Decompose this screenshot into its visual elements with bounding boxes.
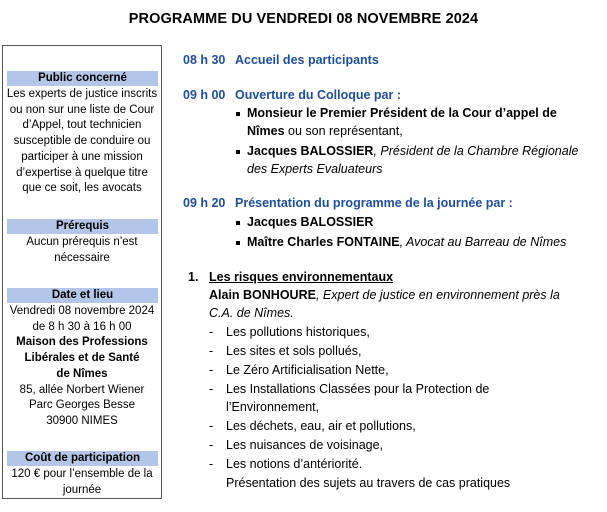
address-line: 85, allée Norbert Wiener <box>19 383 145 396</box>
date-text <box>5 304 159 430</box>
square-bullet-icon <box>236 150 240 154</box>
speaker-role: , Avocat au Barreau de Nîmes <box>399 235 567 249</box>
session-time: 09 h 20 <box>183 196 226 210</box>
public-line: d’Appel, tout technicien <box>22 119 142 132</box>
cout-heading: Coût de participation <box>7 451 158 466</box>
address-line: 30900 NIMES <box>46 414 118 427</box>
venue-line: Maison des Professions <box>16 336 148 349</box>
speaker-line <box>247 143 578 161</box>
public-text <box>5 87 159 197</box>
address-line: Parc Georges Besse <box>28 399 136 412</box>
square-bullet-icon <box>236 221 240 225</box>
dash-bullet-icon: - <box>209 344 214 358</box>
cout-line: journée <box>62 483 102 496</box>
topic-item-continuation: l’Environnement, <box>226 400 320 414</box>
public-line: Les experts de justice inscrits <box>6 88 158 100</box>
topic-speaker-line <box>209 305 294 323</box>
speaker-line <box>247 161 383 179</box>
square-bullet-icon <box>236 112 240 116</box>
topic-item: Les sites et sols pollués, <box>226 344 362 358</box>
topic-speaker-role: C.A. de Nîmes. <box>209 306 294 320</box>
speaker-line <box>247 214 373 232</box>
speaker-name: Monsieur le Premier Président de la Cour d’appel de <box>247 106 557 120</box>
topic-closing: Présentation des sujets au travers de cas pratiques <box>226 476 511 490</box>
public-line: d’expertise à quelque titre <box>16 166 148 179</box>
venue-line: de Nîmes <box>56 367 108 380</box>
public-line: participer à une mission <box>21 150 143 163</box>
dash-bullet-icon: - <box>209 382 214 396</box>
speaker-line <box>247 234 566 252</box>
dash-bullet-icon: - <box>209 457 214 471</box>
speaker-name: Maître Charles FONTAINE <box>247 235 400 249</box>
info-sidebar <box>2 45 162 499</box>
topic-item: Les déchets, eau, air et pollutions, <box>226 419 416 433</box>
session-time: 09 h 00 <box>183 88 226 102</box>
topic-number <box>188 269 198 287</box>
session-label: Présentation du programme de la journée par : <box>235 196 513 210</box>
public-line: que ce soit, les avocats <box>22 182 142 195</box>
topic-item: Les Installations Classées pour la Protection de <box>226 382 490 396</box>
page-title: PROGRAMME DU VENDREDI 08 NOVEMBRE 2024 <box>128 11 479 27</box>
topic-speaker-name: Alain BONHOURE <box>209 288 316 302</box>
prerequis-line: nécessaire <box>54 251 110 264</box>
prerequis-heading: Prérequis <box>7 219 158 234</box>
prerequis-line: Aucun prérequis n’est <box>26 236 138 248</box>
date-line: Vendredi 08 novembre 2024 <box>9 305 155 317</box>
public-heading: Public concerné <box>7 71 158 86</box>
speaker-name: Nîmes <box>247 124 285 138</box>
topic-item: Les notions d’antériorité. <box>226 457 363 471</box>
date-line: de 8 h 30 à 16 h 00 <box>32 320 132 333</box>
session-label: Accueil des participants <box>235 53 379 67</box>
dash-bullet-icon: - <box>209 419 214 433</box>
topic-speaker-line <box>209 287 560 305</box>
topic-speaker-role: , Expert de justice en environnement près la <box>315 288 560 302</box>
date-heading: Date et lieu <box>7 288 158 303</box>
cout-text <box>5 467 159 498</box>
speaker-name: Jacques BALOSSIER <box>247 215 374 229</box>
speaker-name: Jacques BALOSSIER <box>247 144 374 158</box>
speaker-line <box>247 105 557 123</box>
session-label: Ouverture du Colloque par : <box>235 88 401 102</box>
session-time: 08 h 30 <box>183 53 226 67</box>
public-line: susceptible de conduire ou <box>13 135 151 148</box>
topic-title: Les risques environnementaux <box>209 270 394 284</box>
cout-line: 120 € pour l’ensemble de la <box>11 468 153 480</box>
speaker-role: des Experts Evaluateurs <box>247 162 383 176</box>
speaker-role: ou son représentant, <box>284 124 403 138</box>
dash-bullet-icon: - <box>209 325 214 339</box>
venue-line: Libérales et de Santé <box>24 352 140 365</box>
speaker-line <box>247 123 403 141</box>
speaker-role: , Président de la Chambre Régionale <box>373 144 579 158</box>
topic-item: Le Zéro Artificialisation Nette, <box>226 363 389 377</box>
topic-number-text: 1. <box>188 270 199 284</box>
square-bullet-icon <box>236 241 240 245</box>
public-line: ou non sur une liste de Cour <box>9 103 155 116</box>
prerequis-text <box>5 235 159 266</box>
topic-item: Les nuisances de voisinage, <box>226 438 384 452</box>
dash-bullet-icon: - <box>209 363 214 377</box>
topic-item: Les pollutions historiques, <box>226 325 370 339</box>
dash-bullet-icon: - <box>209 438 214 452</box>
